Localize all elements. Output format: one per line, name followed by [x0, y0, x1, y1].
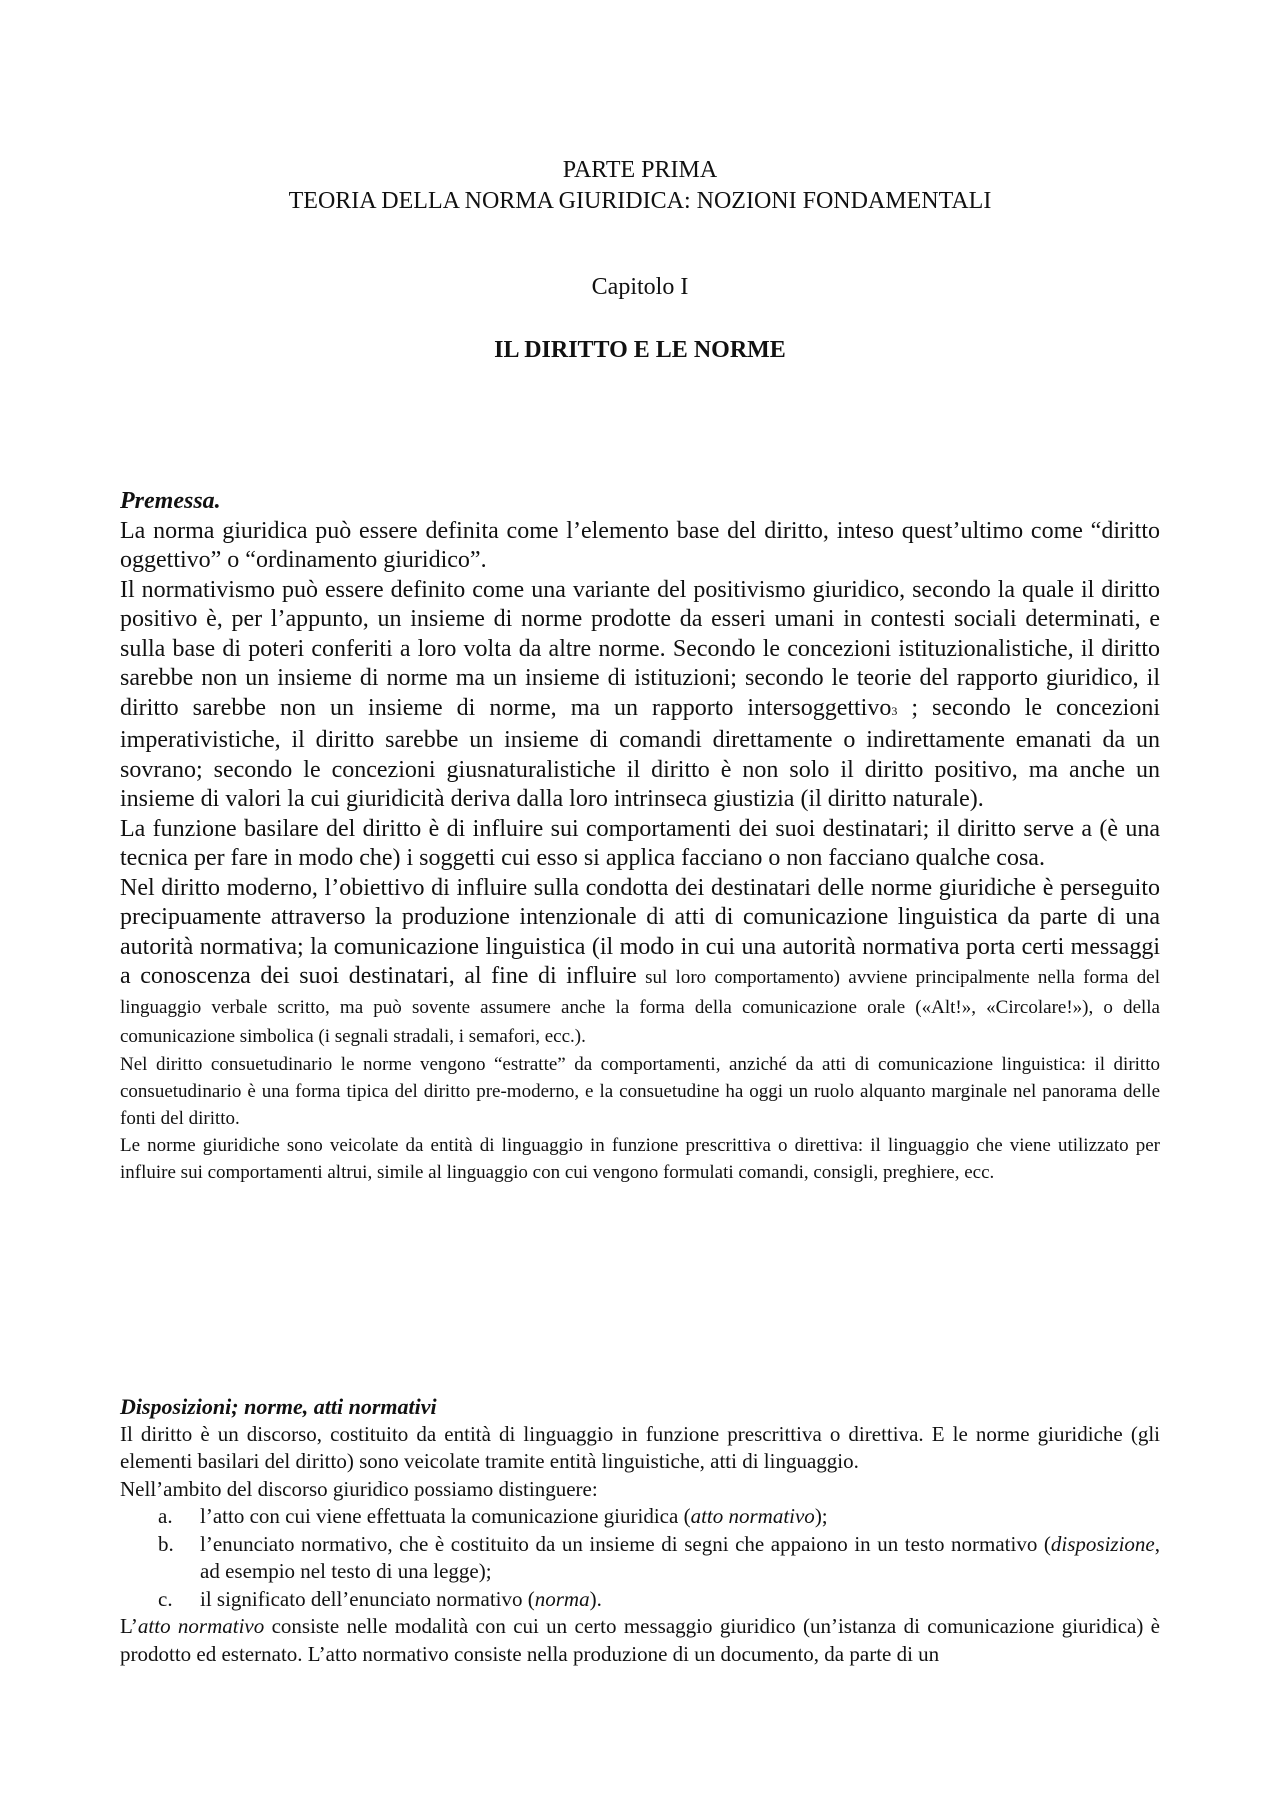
paragraph: La funzione basilare del diritto è di influire sui comportamenti dei suoi destinatari; il diritto serve a (è una tecnica per fare in modo che) i soggetti cui esso si applica facciano o non facciano qualche cosa.: [120, 815, 1160, 871]
paragraph-text: consiste nelle modalità con cui un certo messaggio giuridico (un’istanza di comunicazione giuridica) è prodotto ed esternato. L’atto normativo consiste nella produzione di un documento, da parte di un: [120, 1614, 1160, 1666]
paragraph: Le norme giuridiche sono veicolate da entità di linguaggio in funzione prescrittiva o direttiva: il linguaggio che viene utilizzato per influire sui comportamenti altrui, simile al linguaggio con cui vengono formulati comandi, consigli, preghiere, ecc.: [120, 1134, 1160, 1183]
part-label: PARTE PRIMA: [562, 157, 718, 183]
list-text: );: [814, 1504, 828, 1528]
part-heading: [120, 155, 1160, 217]
list-text: , ad esempio nel testo di una legge);: [200, 1531, 1160, 1583]
paragraph-text: ; secondo le concezioni imperativistiche, il diritto sarebbe un insieme di comandi direttamente o indirettamente emanati da un sovrano; secondo le concezioni giusnaturalistiche il diritto è non solo il diritto positivo, ma anche un insieme di valori la cui giuridicità deriva dalla loro intrinseca giustizia (il diritto naturale).: [120, 694, 1161, 812]
list-item: [120, 1503, 1160, 1531]
list-marker: b.: [158, 1531, 174, 1556]
section-premessa: [120, 487, 1160, 1186]
distinction-list: [120, 1503, 1160, 1613]
paragraph: [120, 576, 1160, 815]
paragraph-term: atto normativo: [137, 1614, 265, 1638]
paragraph: [120, 874, 1160, 1051]
paragraph-text: L’: [120, 1614, 138, 1638]
list-text: l’atto con cui viene effettuata la comunicazione giuridica (: [200, 1504, 691, 1528]
list-text: ).: [589, 1586, 602, 1611]
chapter-title: IL DIRITTO E LE NORME: [494, 337, 786, 363]
list-item: [120, 1586, 1160, 1614]
list-marker: a.: [158, 1504, 173, 1528]
paragraph-text: Il normativismo può essere definito come una variante del positivismo giuridico, secondo la quale il diritto positivo è, per l’appunto, un insieme di norme prodotte da esseri umani in contesti sociali determinati, e sulla base di poteri conferiti a loro volta da altre norme. Secondo le concezioni istituzionalistiche, il diritto sarebbe non un insieme di norme ma un insieme di istituzioni; secondo le teorie del rapporto giuridico, il diritto sarebbe non un insieme di norme, ma un rapporto intersoggettivo: [120, 576, 1160, 721]
paragraph: La norma giuridica può essere definita come l’elemento base del diritto, inteso quest’ultimo come “diritto oggettivo” o “ordinamento giuridico”.: [120, 517, 1160, 573]
paragraph-text: sul loro comportamento) avviene principalmente nella forma del linguaggio verbale scritto, ma può sovente assumere anche la forma della comunicazione orale («Alt!», «Circolare!»), o della comunicazione simbolica (i segnali stradali, i semafori, ecc.).: [120, 967, 1160, 1047]
list-item: [120, 1531, 1160, 1586]
section-disposizioni: [120, 1393, 1160, 1668]
part-subtitle: TEORIA DELLA NORMA GIURIDICA: NOZIONI FONDAMENTALI: [288, 188, 992, 214]
list-term: norma: [534, 1586, 590, 1611]
footnote-marker: 3: [891, 703, 898, 718]
list-term: disposizione: [1050, 1531, 1155, 1556]
list-marker: c.: [158, 1586, 173, 1611]
paragraph: Nel diritto consuetudinario le norme vengono “estratte” da comportamenti, anziché da atti di comunicazione linguistica: il diritto consuetudinario è una forma tipica del diritto pre-moderno, e la consuetudine ha oggi un ruolo alquanto marginale nel panorama delle fonti del diritto.: [120, 1053, 1160, 1129]
paragraph: [120, 1613, 1160, 1668]
paragraph: Il diritto è un discorso, costituito da entità di linguaggio in funzione prescrittiva o direttiva. E le norme giuridiche (gli elementi basilari del diritto) sono veicolate tramite entità linguistiche, atti di linguaggio.: [120, 1421, 1160, 1473]
list-term: atto normativo: [690, 1504, 815, 1528]
section-heading-disposizioni: Disposizioni; norme, atti normativi: [120, 1394, 437, 1419]
paragraph: Nell’ambito del discorso giuridico possiamo distinguere:: [120, 1476, 598, 1501]
section-heading-premessa: Premessa.: [120, 488, 221, 514]
list-text: il significato dell’enunciato normativo (: [200, 1586, 535, 1611]
paragraph-text: Nel diritto moderno, l’obiettivo di influire sulla condotta dei destinatari delle norme giuridiche è perseguito precipuamente attraverso la produzione intenzionale di atti di comunicazione linguistica da parte di una autorità normativa; la comunicazione linguistica (il modo in cui una autorità normativa porta certi messaggi a conoscenza dei suoi destinatari, al fine di influire: [120, 874, 1160, 989]
chapter-label: Capitolo I: [591, 274, 689, 300]
list-text: l’enunciato normativo, che è costituito da un insieme di segni che appaiono in un testo normativo (: [200, 1531, 1051, 1556]
